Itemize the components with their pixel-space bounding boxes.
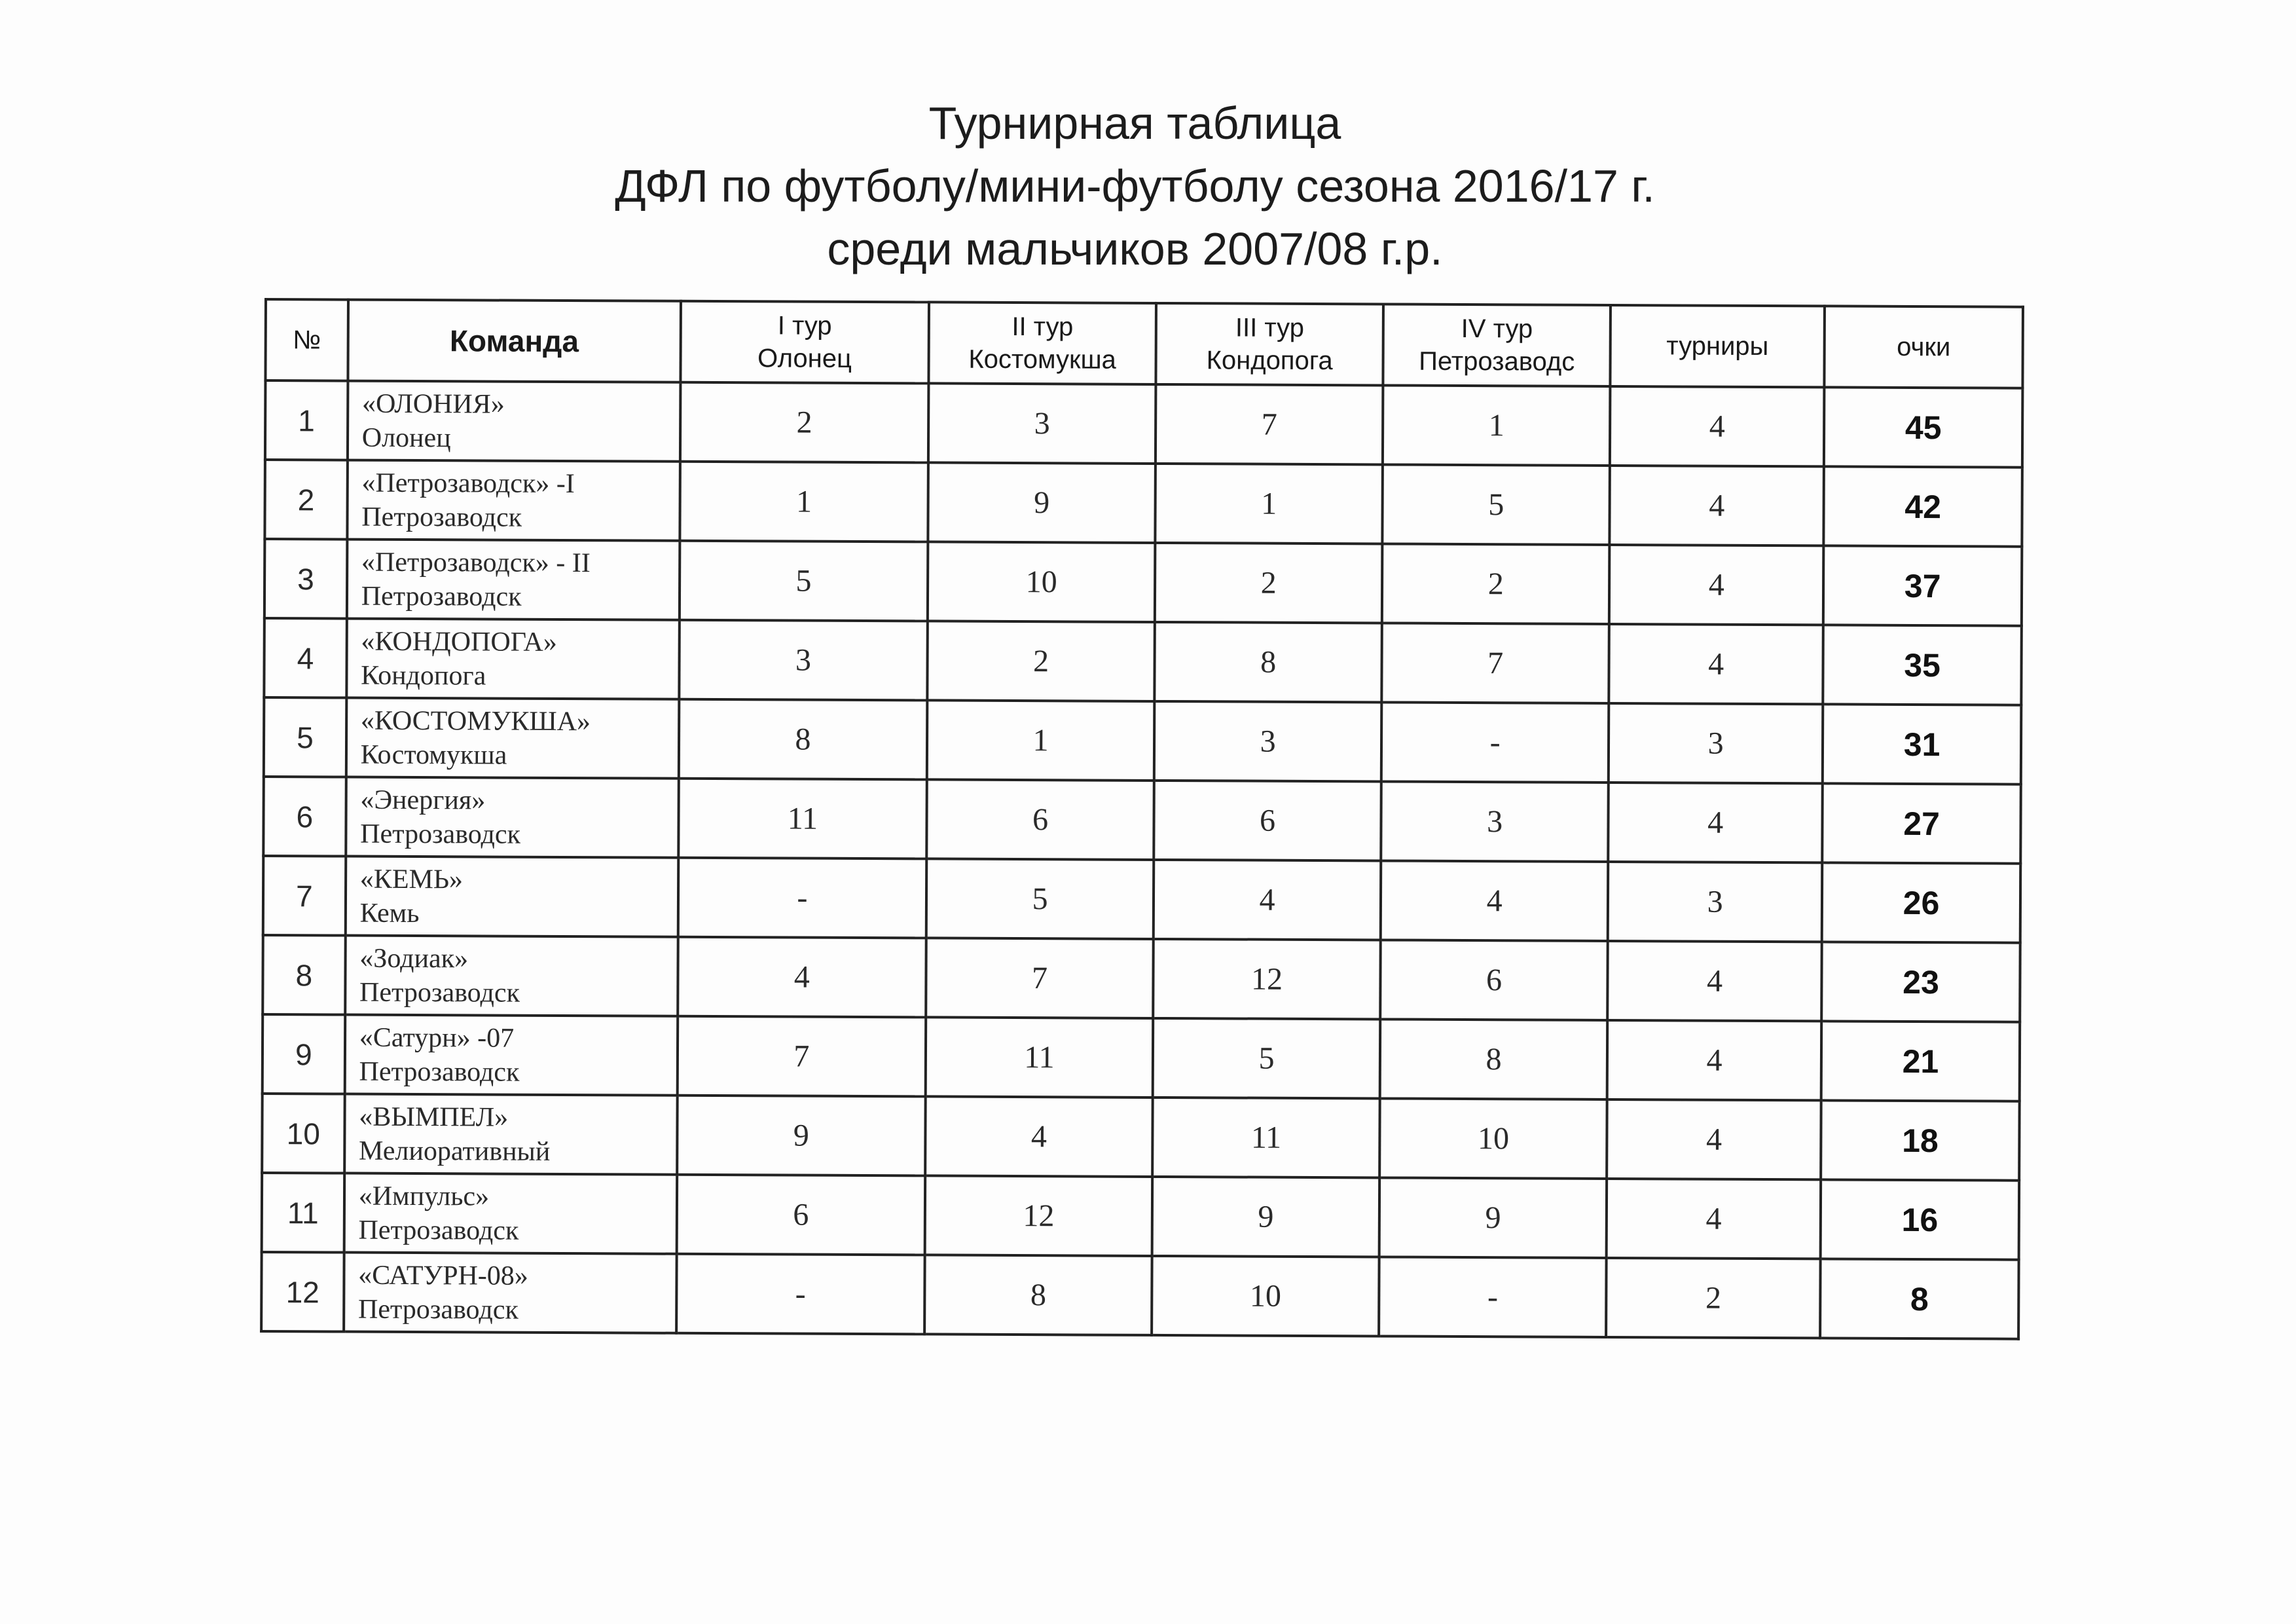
team-name: «ОЛОНИЯ» <box>361 388 505 420</box>
standings-table <box>260 298 2024 1340</box>
cell-round-2: 1 <box>927 700 1155 781</box>
team-name: «Зодиак» <box>359 943 469 974</box>
cell-round-4: 2 <box>1382 544 1610 624</box>
header-round-2-city: Костомукша <box>968 344 1116 375</box>
header-round-2-label: II тур <box>1011 312 1074 342</box>
cell-number: 3 <box>264 539 347 619</box>
table-row <box>263 856 2021 943</box>
cell-points: 31 <box>1823 704 2021 784</box>
team-name: «КОНДОПОГА» <box>361 626 557 657</box>
table-body <box>261 380 2022 1339</box>
table-row <box>264 697 2022 784</box>
cell-round-4: 1 <box>1383 385 1611 466</box>
header-round-1-label: I тур <box>777 311 832 341</box>
header-round-3 <box>1156 303 1383 386</box>
cell-points: 21 <box>1821 1021 2020 1101</box>
header-points: очки <box>1825 306 2023 388</box>
cell-number: 4 <box>264 618 346 698</box>
title-line-2: ДФЛ по футболу/мини-футболу сезона 2016/17 г. <box>615 160 1655 212</box>
cell-number: 7 <box>263 856 346 936</box>
cell-tournaments: 4 <box>1607 1099 1821 1179</box>
cell-tournaments: 4 <box>1609 624 1823 704</box>
table-row <box>263 1014 2020 1101</box>
cell-round-2: 8 <box>924 1255 1152 1335</box>
table-header-row <box>265 299 2023 388</box>
header-team: Команда <box>348 300 681 382</box>
cell-round-3: 5 <box>1153 1018 1381 1099</box>
cell-round-4: - <box>1379 1257 1607 1337</box>
team-city: Мелиоративный <box>358 1135 551 1167</box>
cell-tournaments: 4 <box>1609 545 1823 625</box>
table-row <box>262 1094 2020 1181</box>
team-name: «Петрозаводск» - II <box>361 547 591 578</box>
cell-round-2: 4 <box>925 1096 1153 1177</box>
cell-round-1: 4 <box>678 937 926 1018</box>
team-city: Петрозаводск <box>361 502 522 533</box>
cell-team <box>346 619 680 699</box>
team-name: «Петрозаводск» -I <box>361 468 575 499</box>
team-city: Петрозаводск <box>361 581 522 612</box>
cell-round-4: 4 <box>1381 860 1609 941</box>
cell-round-1: - <box>678 858 926 938</box>
header-round-4-city: Петрозаводс <box>1419 346 1575 377</box>
cell-round-3: 2 <box>1155 543 1383 623</box>
cell-round-3: 1 <box>1155 464 1383 544</box>
team-name: «Энергия» <box>360 784 486 815</box>
cell-round-2: 12 <box>925 1175 1153 1256</box>
standings-table-wrapper <box>260 298 2024 1340</box>
table-row <box>265 380 2023 468</box>
team-city: Петрозаводск <box>359 977 520 1008</box>
cell-round-1: 1 <box>680 462 928 542</box>
cell-round-3: 11 <box>1152 1098 1380 1178</box>
cell-tournaments: 4 <box>1610 386 1824 466</box>
cell-team <box>344 1094 678 1175</box>
cell-round-1: 5 <box>680 541 928 621</box>
team-name: «ВЫМПЕЛ» <box>359 1101 509 1133</box>
cell-number: 8 <box>263 935 345 1015</box>
cell-number: 6 <box>263 777 346 857</box>
cell-team <box>344 1015 678 1096</box>
cell-round-3: 8 <box>1154 622 1382 703</box>
cell-round-4: 6 <box>1380 940 1608 1020</box>
cell-round-2: 2 <box>927 621 1155 701</box>
team-name: «Импульс» <box>358 1181 490 1212</box>
cell-tournaments: 3 <box>1608 862 1822 942</box>
cell-round-4: - <box>1381 702 1609 783</box>
cell-round-3: 7 <box>1156 384 1383 465</box>
team-name: «Сатурн» -07 <box>359 1022 515 1054</box>
table-row <box>264 539 2022 626</box>
cell-round-2: 3 <box>928 383 1156 464</box>
table-row <box>261 1252 2019 1339</box>
cell-round-2: 7 <box>926 938 1154 1018</box>
cell-tournaments: 3 <box>1609 703 1823 783</box>
header-tournaments: турниры <box>1611 305 1825 387</box>
document-title <box>0 92 2296 280</box>
cell-points: 42 <box>1823 466 2022 546</box>
cell-points: 8 <box>1820 1259 2018 1338</box>
cell-team <box>344 1173 677 1254</box>
cell-points: 37 <box>1823 545 2022 625</box>
team-city: Петрозаводск <box>358 1215 519 1246</box>
table-row <box>264 618 2022 705</box>
cell-points: 27 <box>1822 783 2020 863</box>
cell-round-4: 9 <box>1379 1177 1607 1258</box>
cell-tournaments: 4 <box>1608 783 1822 862</box>
cell-round-2: 5 <box>926 858 1154 939</box>
cell-number: 2 <box>264 460 347 540</box>
cell-points: 45 <box>1824 387 2022 467</box>
cell-round-2: 11 <box>926 1017 1154 1098</box>
team-city: Петрозаводск <box>357 1294 519 1325</box>
cell-tournaments: 4 <box>1607 1020 1821 1100</box>
cell-round-2: 9 <box>928 462 1156 543</box>
cell-points: 18 <box>1821 1100 2019 1180</box>
team-name: «КОСТОМУКША» <box>360 705 591 737</box>
header-round-3-label: III тур <box>1235 313 1305 342</box>
cell-tournaments: 4 <box>1607 1179 1821 1259</box>
cell-round-4: 3 <box>1381 781 1609 862</box>
header-number: № <box>265 299 348 381</box>
header-round-4-label: IV тур <box>1461 314 1533 344</box>
cell-round-4: 7 <box>1381 623 1609 703</box>
header-round-2 <box>928 302 1156 384</box>
cell-team <box>345 857 678 937</box>
table-row <box>263 777 2021 864</box>
title-line-3: среди мальчиков 2007/08 г.р. <box>827 223 1443 274</box>
table-row <box>262 1173 2020 1260</box>
team-city: Петрозаводск <box>359 1056 520 1088</box>
team-city: Кондопога <box>361 660 486 691</box>
cell-points: 23 <box>1821 942 2020 1022</box>
team-name: «САТУРН-08» <box>358 1260 528 1291</box>
cell-round-1: 9 <box>677 1096 926 1176</box>
cell-round-1: 7 <box>677 1016 926 1097</box>
header-round-4 <box>1383 304 1611 386</box>
cell-round-3: 12 <box>1153 939 1381 1020</box>
cell-round-1: - <box>676 1254 925 1335</box>
cell-number: 10 <box>262 1094 344 1173</box>
cell-number: 1 <box>265 380 348 460</box>
cell-round-1: 8 <box>679 699 928 780</box>
cell-team <box>344 1253 677 1333</box>
team-city: Петрозаводск <box>360 819 521 850</box>
header-round-3-city: Кондопога <box>1206 346 1333 376</box>
table-row <box>263 935 2020 1022</box>
cell-team <box>347 540 680 620</box>
cell-points: 35 <box>1823 625 2021 705</box>
cell-round-4: 5 <box>1383 464 1611 545</box>
cell-team <box>347 460 680 541</box>
cell-round-3: 4 <box>1154 860 1381 940</box>
cell-team <box>348 381 681 462</box>
team-city: Костомукша <box>360 739 507 771</box>
cell-round-3: 6 <box>1154 781 1381 861</box>
team-name: «КЕМЬ» <box>359 864 464 895</box>
cell-round-3: 3 <box>1154 701 1382 782</box>
cell-number: 11 <box>262 1173 344 1253</box>
cell-points: 16 <box>1821 1179 2019 1259</box>
header-round-1-city: Олонец <box>757 344 852 373</box>
cell-team <box>346 698 680 779</box>
cell-tournaments: 4 <box>1610 466 1824 545</box>
cell-round-4: 8 <box>1380 1019 1608 1099</box>
cell-round-2: 6 <box>926 779 1154 860</box>
cell-team <box>346 777 679 858</box>
header-round-1 <box>680 301 929 384</box>
cell-round-3: 9 <box>1152 1177 1380 1257</box>
cell-points: 26 <box>1822 862 2020 942</box>
team-city: Олонец <box>361 422 451 453</box>
cell-round-4: 10 <box>1379 1098 1607 1179</box>
cell-round-1: 11 <box>678 779 927 859</box>
cell-tournaments: 2 <box>1606 1258 1820 1338</box>
cell-round-1: 2 <box>680 382 929 463</box>
cell-round-3: 10 <box>1152 1256 1379 1337</box>
cell-tournaments: 4 <box>1607 941 1821 1021</box>
cell-round-2: 10 <box>928 542 1156 622</box>
title-line-1: Турнирная таблица <box>928 98 1341 149</box>
cell-round-1: 6 <box>676 1175 925 1255</box>
cell-number: 12 <box>261 1252 344 1332</box>
team-city: Кемь <box>359 898 420 929</box>
cell-round-1: 3 <box>679 620 928 701</box>
table-row <box>264 460 2022 547</box>
cell-team <box>345 936 678 1016</box>
cell-number: 5 <box>264 697 346 777</box>
cell-number: 9 <box>263 1014 345 1094</box>
